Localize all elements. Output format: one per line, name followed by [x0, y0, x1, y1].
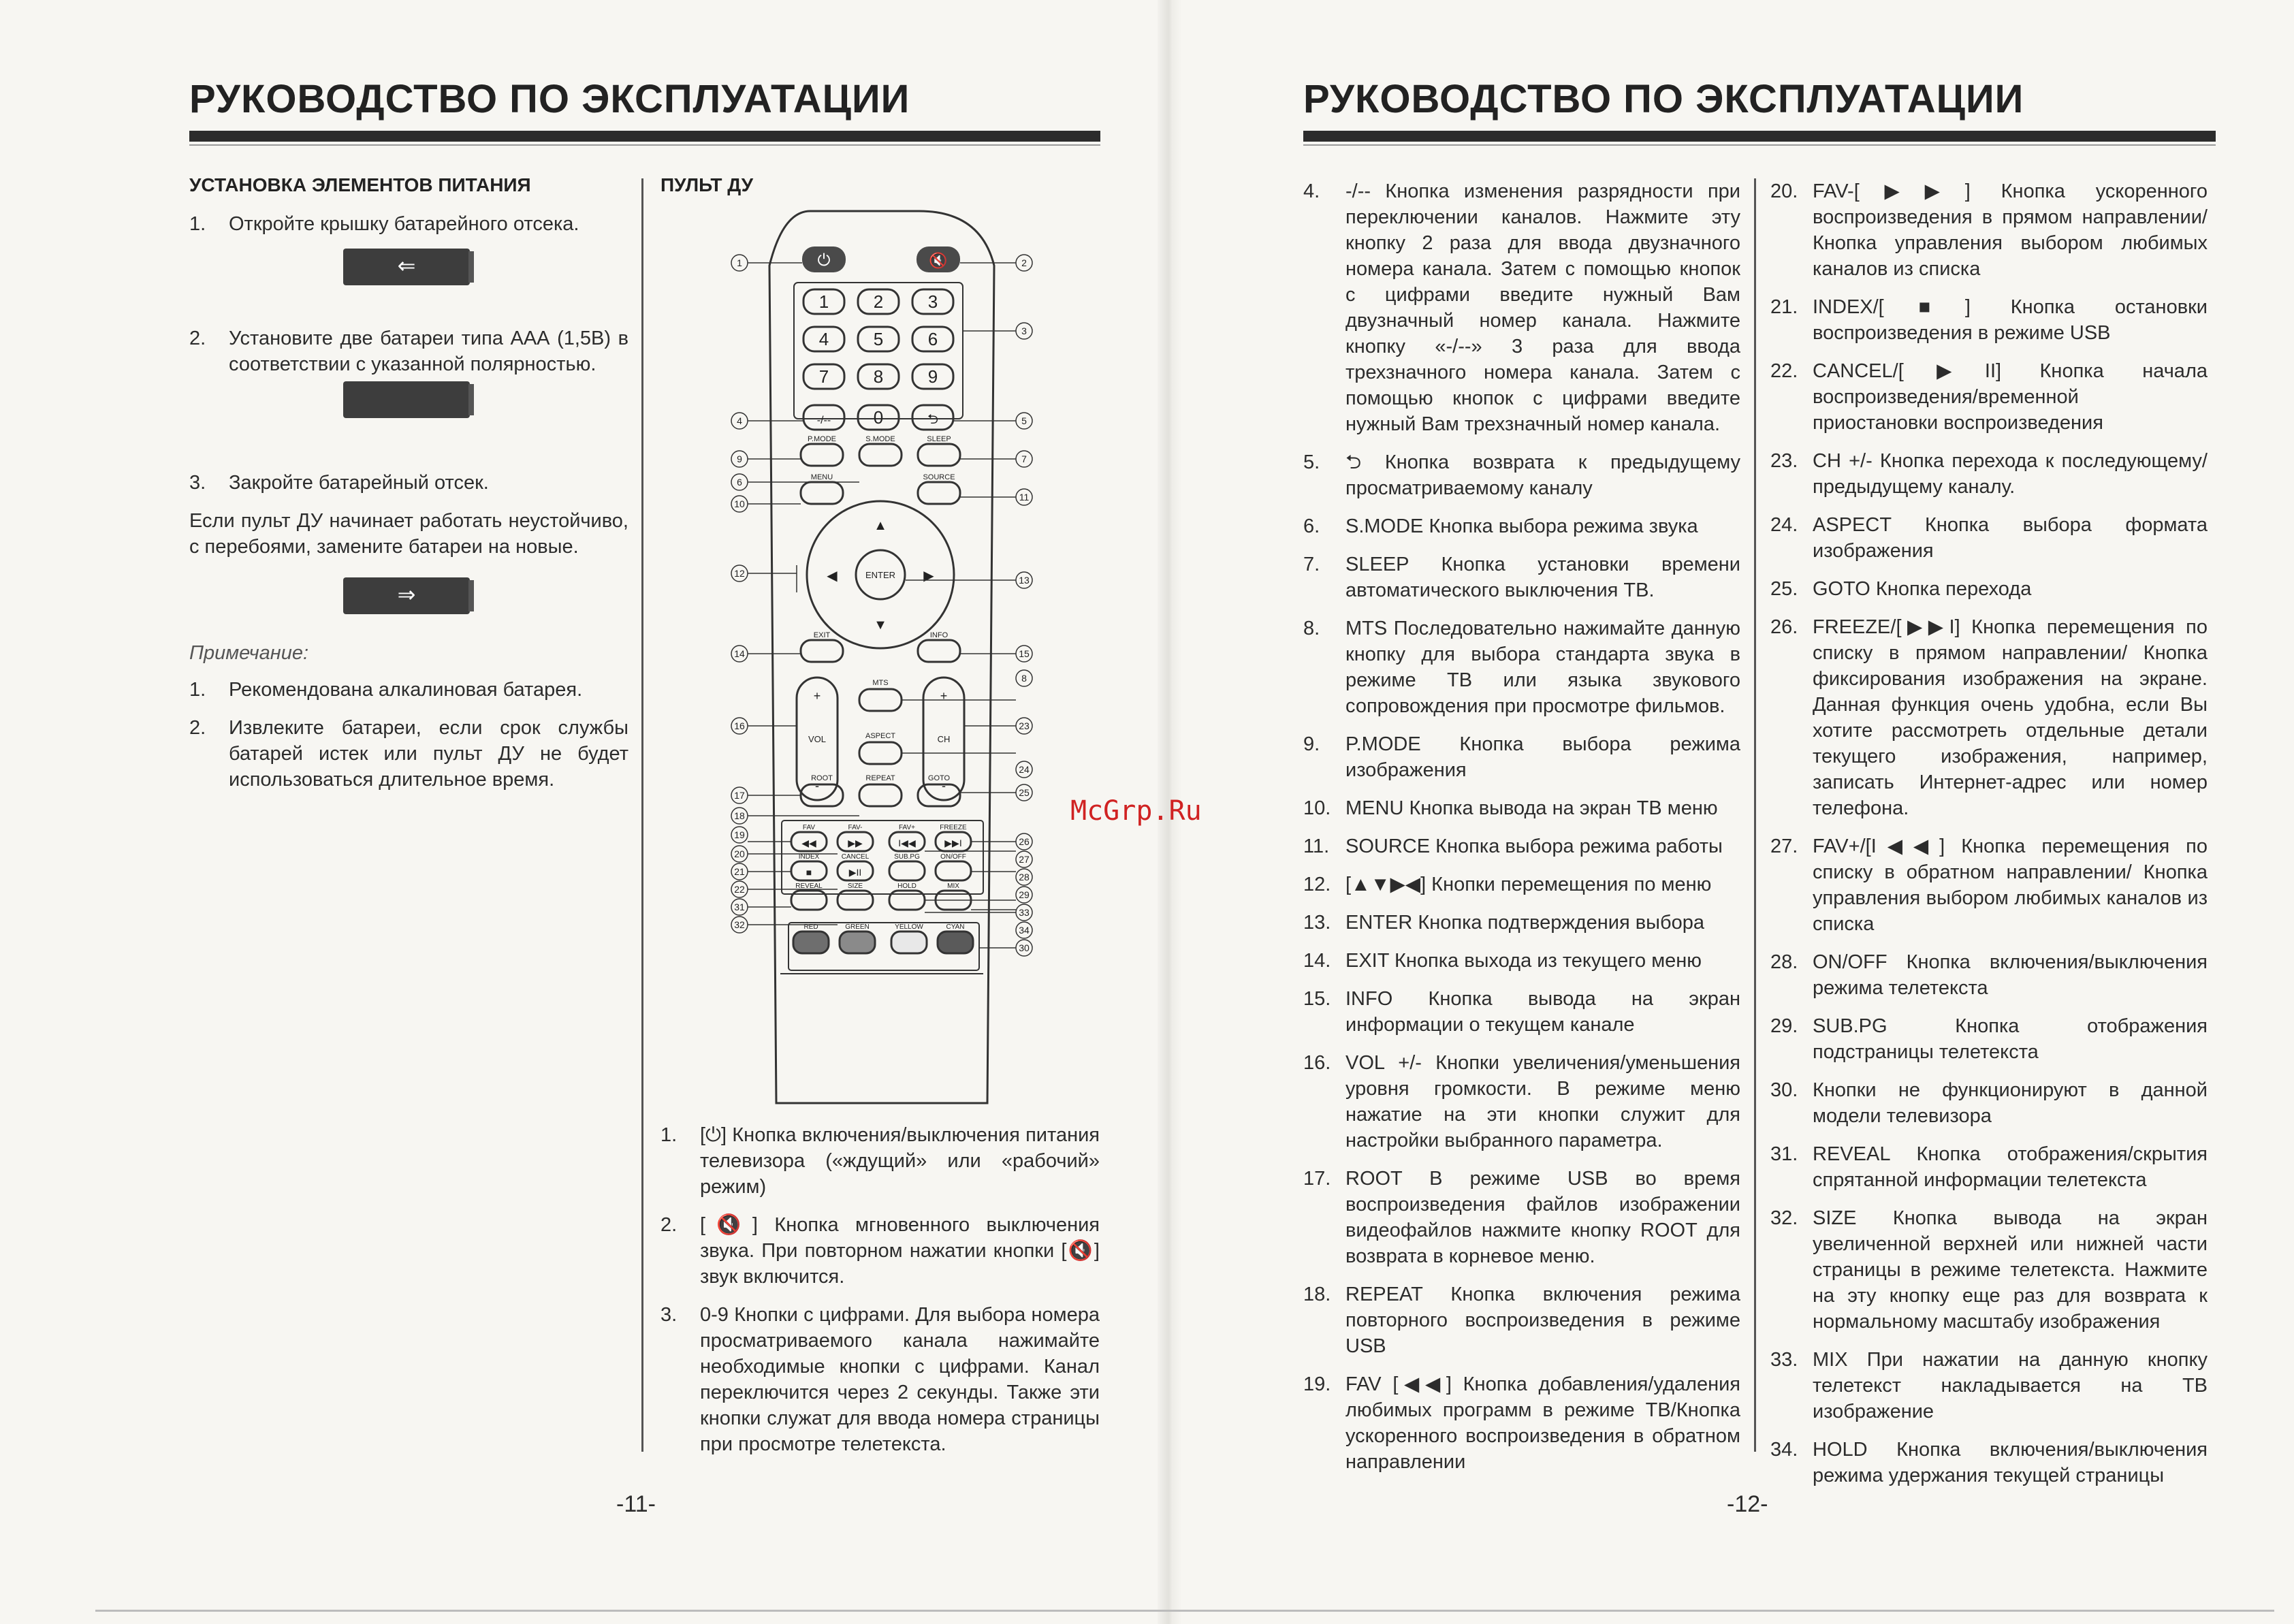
list-item: 3. 0-9 Кнопки с цифрами. Для выбора номера просматриваемого канала нажимайте необходимые кнопки с цифрами. Канал переключится через 2 секунды. Также эти кнопки служат для ввода номера страницы при просмотре телетекста.	[660, 1304, 1100, 1455]
button-label: +	[813, 689, 821, 703]
list-item: 34. HOLD Кнопка включения/выключения режима удержания текущей страницы	[1770, 1439, 2208, 1486]
callout-number: 29	[1019, 889, 1030, 900]
button-label: MENU	[810, 473, 833, 481]
callout-number: 15	[1019, 648, 1030, 659]
battery-cover-close-image	[343, 577, 470, 614]
button-label: INFO	[929, 631, 949, 639]
list-item: 31. REVEAL Кнопка отображения/скрытия спрятанной информации телетекста	[1770, 1143, 2208, 1191]
rewind-icon: ◀◀	[801, 838, 816, 848]
list-item: 1. Рекомендована алкалиновая батарея.	[189, 679, 583, 701]
callout-number: 1	[737, 257, 742, 268]
list-item: 18. REPEAT Кнопка включения режима повторного воспроизведения в режиме USB	[1303, 1284, 1740, 1357]
callout-number: 5	[1021, 415, 1027, 426]
button-label: EXIT	[813, 631, 831, 639]
button-label: ASPECT	[865, 732, 896, 740]
power-icon: ⏻	[817, 251, 831, 270]
battery-insert-image	[343, 381, 470, 418]
remote-descriptions	[660, 1122, 1100, 1469]
list-item: 12. [▲▼▶◀] Кнопки перемещения по меню	[1303, 874, 1712, 895]
battery-cover-open-image	[343, 249, 470, 285]
down-arrow-icon[interactable]: ▼	[874, 618, 887, 633]
digit-label: 2	[873, 291, 884, 312]
mts-button[interactable]	[859, 689, 902, 711]
list-item: 1. [⏻] Кнопка включения/выключения питания телевизора («ждущий» или «рабочий» режим)	[660, 1124, 1100, 1198]
callout-number: 19	[734, 829, 745, 840]
sleep-button[interactable]	[918, 444, 960, 466]
button-label: MTS	[872, 679, 889, 687]
callout-number: 16	[734, 720, 745, 731]
list-item: 9. P.MODE Кнопка выбора режима изображения	[1303, 733, 1740, 781]
list-item: 15. INFO Кнопка вывода на экран информации о текущем канале	[1303, 988, 1740, 1036]
aspect-button[interactable]	[859, 742, 902, 764]
button-label: RED	[803, 923, 818, 931]
play-pause-icon: ▶II	[848, 867, 862, 878]
up-arrow-icon[interactable]: ▲	[874, 518, 887, 533]
list-item: 33. MIX При нажатии на данную кнопку телетекст накладывается на ТВ изображение	[1770, 1349, 2208, 1422]
arrow-right-icon: ⇒	[397, 582, 416, 607]
batteries-heading: УСТАНОВКА ЭЛЕМЕНТОВ ПИТАНИЯ	[189, 174, 531, 195]
list-item: 14. EXIT Кнопка выхода из текущего меню	[1303, 950, 1702, 972]
callout-number: 31	[734, 902, 745, 912]
list-item: 29. SUB.PG Кнопка отображения подстраницы телетекста	[1770, 1015, 2208, 1063]
digit-label: 5	[873, 329, 884, 349]
button-label: GREEN	[845, 923, 870, 931]
list-item: 1. Откройте крышку батарейного отсека.	[189, 213, 579, 235]
list-item: 11. SOURCE Кнопка выбора режима работы	[1303, 835, 1723, 857]
digit-label: 3	[927, 291, 938, 312]
title-rule	[189, 131, 1100, 142]
button-label: FAV-	[848, 824, 863, 831]
digit-label: 9	[927, 366, 938, 387]
callout-number: 2	[1021, 257, 1027, 268]
button-label: FREEZE	[940, 824, 967, 831]
button-label: +	[940, 689, 948, 703]
callout-number: 22	[734, 884, 745, 895]
digit-label: 8	[873, 366, 884, 387]
recall-icon: ⮌	[927, 412, 939, 427]
list-item: 10. MENU Кнопка вывода на экран ТВ меню	[1303, 797, 1718, 819]
digit-label: 6	[927, 329, 938, 349]
list-item: 4. -/-- Кнопка изменения разрядности при переключении каналов. Нажмите эту кнопку 2 раза для ввода двузначного номера канала. Затем с помощью кнопок с цифрами введите нужный Вам двузначный номер канала. Нажмите кнопку «-/--» 3 раза для ввода трехзначного номера канала. Затем с помощью кнопок с цифрами введите нужный Вам трехзначный номер канала.	[1303, 180, 1740, 435]
button-label: FAV+	[899, 824, 915, 831]
button-label: REPEAT	[865, 774, 895, 782]
button-label: YELLOW	[895, 923, 923, 931]
button-label: ENTER	[865, 570, 896, 580]
callout-number: 12	[734, 568, 745, 579]
list-item: 20. FAV-[▶▶] Кнопка ускоренного воспроизведения в прямом направлении/ Кнопка управления выбором любимых каналов из списка	[1770, 180, 2208, 280]
digit-label: 7	[818, 366, 829, 387]
list-item: 26. FREEZE/[▶▶I] Кнопка перемещения по списку в прямом направлении/ Кнопка фиксирования изображения на экране. Данная функция очень удобна, если Вы хотите рассмотреть отдельные детали текущего изображения, например, записать Интернет-адрес или номер телефона.	[1770, 616, 2208, 819]
list-item: 17. ROOT В режиме USB во время воспроизведения файлов изображении видеофайлов нажмите кнопку ROOT для возврата в корневое меню.	[1303, 1168, 1740, 1267]
list-item: 21. INDEX/[■] Кнопка остановки воспроизведения в режиме USB	[1770, 296, 2208, 344]
menu-button[interactable]	[801, 482, 843, 504]
note-title: Примечание:	[189, 642, 309, 664]
callout-number: 23	[1019, 720, 1030, 731]
button-label: SIZE	[847, 882, 863, 890]
button-label: INDEX	[798, 853, 820, 861]
button-label: CANCEL	[841, 853, 870, 861]
smode-button[interactable]	[859, 444, 902, 466]
cyan-button[interactable]	[938, 932, 973, 953]
button-label: -	[942, 779, 946, 793]
button-label: MIX	[947, 882, 959, 890]
onoff-button[interactable]	[936, 861, 971, 880]
title-rule	[1303, 131, 2216, 142]
page-number: -12-	[1727, 1491, 1768, 1517]
callout-number: 6	[737, 477, 742, 488]
button-label: ON/OFF	[940, 853, 966, 861]
exit-button[interactable]	[801, 640, 843, 662]
dash-label: -/--	[816, 415, 831, 426]
column-divider	[641, 178, 643, 1452]
button-label: -	[815, 779, 819, 793]
list-item: 8. MTS Последовательно нажимайте данную кнопку для выбора стандарта звука в режиме ТВ или языка звукового сопровождения при просмотре фильмов.	[1303, 618, 1740, 717]
remote-heading: ПУЛЬТ ДУ	[660, 174, 754, 195]
page-number: -11-	[616, 1491, 656, 1517]
list-item: 7. SLEEP Кнопка установки времени автоматического выключения ТВ.	[1303, 554, 1740, 601]
button-label: FAV	[802, 824, 816, 831]
list-item: 2. Извлеките батареи, если срок службы батарей истек или пульт ДУ не будет использоваться длительное время.	[189, 717, 628, 791]
callout-number: 8	[1021, 673, 1027, 684]
list-item: 27. FAV+/[I◀◀] Кнопка перемещения по списку в обратном направлении/ Кнопка управления выбором любимых каналов из списка	[1770, 835, 2208, 935]
callout-number: 9	[737, 453, 742, 464]
callout-number: 18	[734, 810, 745, 821]
callout-number: 32	[734, 919, 745, 930]
green-button[interactable]	[840, 932, 875, 953]
arrow-left-icon: ⇐	[397, 253, 416, 278]
callout-number: 21	[734, 866, 745, 877]
callout-number: 27	[1019, 854, 1030, 865]
button-label: CYAN	[946, 923, 965, 931]
right-arrow-icon[interactable]: ▶	[923, 569, 934, 584]
column-divider	[1754, 178, 1756, 1452]
callout-number: 11	[1019, 492, 1030, 503]
callout-number: 24	[1019, 764, 1030, 775]
callout-number: 25	[1019, 787, 1030, 798]
list-item: 30. Кнопки не функционируют в данной модели телевизора	[1770, 1079, 2208, 1127]
button-label: SUB.PG	[894, 853, 920, 861]
callout-number: 26	[1019, 836, 1030, 847]
button-label: HOLD	[897, 882, 917, 890]
right-page	[1168, 0, 2294, 1624]
callout-number: 14	[734, 648, 745, 659]
button-label: SLEEP	[927, 435, 951, 443]
list-item: 32. SIZE Кнопка вывода на экран увеличенной верхней или нижней части страницы в режиме телетекста. Нажмите на эту кнопку еще раз для возврата к нормальному масштабу изображения	[1770, 1207, 2208, 1333]
batteries-section	[189, 211, 628, 805]
stop-icon: ■	[806, 867, 812, 878]
left-arrow-icon[interactable]: ◀	[827, 569, 838, 584]
page-title: РУКОВОДСТВО ПО ЭКСПЛУАТАЦИИ	[189, 77, 910, 121]
list-item: 16. VOL +/- Кнопки увеличения/уменьшения уровня громкости. В режиме меню нажатие на эти кнопки служит для настройки выбранного параметра.	[1303, 1052, 1740, 1151]
yellow-button[interactable]	[891, 932, 927, 953]
right-column-2	[1770, 178, 2208, 1501]
callout-number: 10	[734, 498, 745, 509]
digit-label: 4	[818, 329, 829, 349]
list-item: 3. Закройте батарейный отсек.	[189, 472, 489, 494]
remote-control-diagram	[715, 204, 1049, 1110]
previous-icon: I◀◀	[898, 838, 916, 848]
callout-number: 20	[734, 848, 745, 859]
subpg-button[interactable]	[889, 861, 925, 880]
info-button[interactable]	[918, 640, 960, 662]
pmode-button[interactable]	[801, 444, 843, 466]
mute-icon: 🔇	[929, 252, 948, 269]
list-item: 28. ON/OFF Кнопка включения/выключения режима телетекста	[1770, 951, 2208, 999]
callout-number: 34	[1019, 925, 1030, 936]
digit-label: 0	[873, 407, 884, 428]
source-button[interactable]	[918, 482, 960, 504]
warning-text: Если пульт ДУ начинает работать неустойчиво, с перебоями, замените батареи на новые.	[189, 510, 628, 558]
page-title: РУКОВОДСТВО ПО ЭКСПЛУАТАЦИИ	[1303, 77, 2024, 121]
callout-number: 28	[1019, 872, 1030, 882]
callout-number: 30	[1019, 942, 1030, 953]
callout-number: 13	[1019, 575, 1030, 586]
button-label: GOTO	[927, 774, 951, 782]
list-item: 19. FAV [◀◀] Кнопка добавления/удаления любимых программ в режиме ТВ/Кнопка ускоренного воспроизведения в обратном направлении	[1303, 1373, 1740, 1473]
button-label: VOL	[808, 734, 827, 744]
button-label: S.MODE	[865, 435, 895, 443]
fast-forward-icon: ▶▶	[848, 838, 863, 848]
callout-number: 17	[734, 790, 745, 801]
repeat-button[interactable]	[859, 784, 902, 806]
button-label: SOURCE	[923, 473, 955, 481]
digit-label: 1	[818, 291, 829, 312]
list-item: 2. [🔇] Кнопка мгновенного выключения звука. При повторном нажатии кнопки [🔇] звук включится.	[660, 1214, 1100, 1288]
list-item: 6. S.MODE Кнопка выбора режима звука	[1303, 515, 1698, 537]
button-label: P.MODE	[808, 435, 836, 443]
callout-number: 4	[737, 415, 742, 426]
button-label: ROOT	[811, 774, 833, 782]
list-item: 2. Установите две батареи типа ААА (1,5В) в соответствии с указанной полярностью.	[189, 328, 628, 375]
list-item: 22. CANCEL/[▶II] Кнопка начала воспроизведения/временной приостановки воспроизведения	[1770, 360, 2208, 434]
list-item: 5. ⮌ Кнопка возврата к предыдущему просматриваемому каналу	[1303, 451, 1740, 499]
next-icon: ▶▶I	[944, 838, 962, 848]
callout-number: 33	[1019, 907, 1030, 918]
callout-number: 3	[1021, 325, 1027, 336]
list-item: 23. CH +/- Кнопка перехода к последующему/предыдущему каналу.	[1770, 450, 2208, 498]
red-button[interactable]	[793, 932, 829, 953]
right-column-1	[1303, 178, 1740, 1487]
list-item: 25. GOTO Кнопка перехода	[1770, 578, 2032, 600]
list-item: 24. ASPECT Кнопка выбора формата изображения	[1770, 514, 2208, 562]
button-label: CH	[937, 734, 951, 744]
button-label: REVEAL	[795, 882, 823, 890]
watermark: McGrp.Ru	[1070, 795, 1202, 827]
list-item: 13. ENTER Кнопка подтверждения выбора	[1303, 912, 1704, 934]
callout-number: 7	[1021, 453, 1027, 464]
